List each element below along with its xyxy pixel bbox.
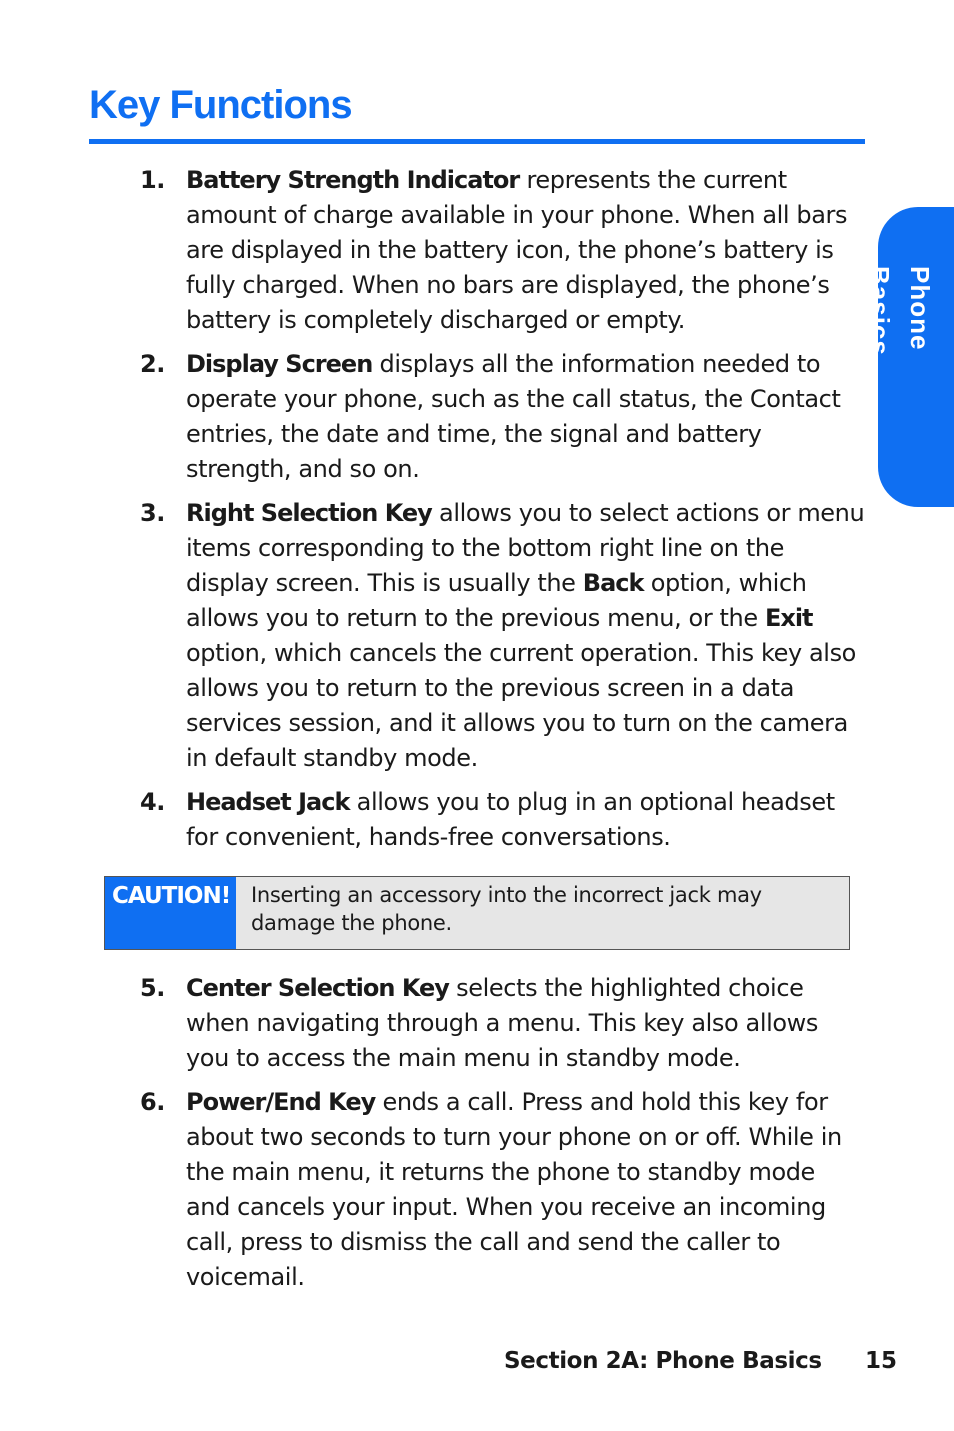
caution-label: CAUTION! <box>105 877 236 949</box>
list-item-term: Center Selection Key <box>186 974 449 1002</box>
list-item-text: displays all the information needed to operate your phone, such as the call status, the Contact entries, the date and time, the signal and battery strength, and so on. <box>186 350 841 483</box>
list-item-body <box>186 971 865 1076</box>
list-item <box>140 163 865 338</box>
list-item-inline-term: Back <box>582 569 644 597</box>
list-item-body <box>186 1085 865 1295</box>
caution-text: Inserting an accessory into the incorrect jack may damage the phone. <box>251 883 762 935</box>
list-item-text: allows you to plug in an optional headset for convenient, hands-free conversations. <box>186 788 835 851</box>
list-item-text: option, which cancels the current operation. This key also allows you to return to the previous screen in a data services session, and it allows you to turn on the camera in default standby mode. <box>186 639 856 772</box>
list-item-number: 5. <box>140 974 166 1002</box>
list-item-text: ends a call. Press and hold this key for about two seconds to turn your phone on or off. While in the main menu, it returns the phone to standby mode and cancels your input. When you receive an incoming call, press to dismiss the call and send the caller to voicemail. <box>186 1088 842 1291</box>
page-title: Key Functions <box>89 83 352 127</box>
caution-box <box>104 876 850 950</box>
list-item-number: 3. <box>140 499 166 527</box>
list-item-body <box>186 163 865 338</box>
list-item <box>140 785 865 855</box>
list-item-body <box>186 785 865 855</box>
list-item-term: Battery Strength Indicator <box>186 166 520 194</box>
list-item-body <box>186 496 865 776</box>
list-item-number: 6. <box>140 1088 166 1116</box>
section-side-tab-label: Phone Basics <box>865 266 935 356</box>
list-item-text: selects the highlighted choice when navigating through a menu. This key also allows you to access the main menu in standby mode. <box>186 974 818 1072</box>
list-item-text: option, which allows you to return to the previous menu, or the <box>186 569 807 632</box>
list-item-term: Display Screen <box>186 350 373 378</box>
list-item-text: represents the current amount of charge available in your phone. When all bars are displayed in the battery icon, the phone’s battery is fully charged. When no bars are displayed, the phone’s battery is completely discharged or empty. <box>186 166 848 334</box>
list-item-text: allows you to select actions or menu items corresponding to the bottom right line on the display screen. This is usually the <box>186 499 865 597</box>
list-item-number: 1. <box>140 166 166 194</box>
list-item-body <box>186 347 865 487</box>
list-item-term: Right Selection Key <box>186 499 432 527</box>
footer-section-title: Section 2A: Phone Basics <box>504 1348 822 1374</box>
list-item-term: Power/End Key <box>186 1088 376 1116</box>
title-rule <box>89 139 865 144</box>
list-item <box>140 496 865 776</box>
list-item-inline-term: Exit <box>764 604 813 632</box>
list-item <box>140 347 865 487</box>
list-item-number: 2. <box>140 350 166 378</box>
footer-page-number: 15 <box>865 1348 898 1374</box>
list-item <box>140 971 865 1076</box>
list-item-term: Headset Jack <box>186 788 350 816</box>
list-item-number: 4. <box>140 788 166 816</box>
list-item <box>140 1085 865 1295</box>
